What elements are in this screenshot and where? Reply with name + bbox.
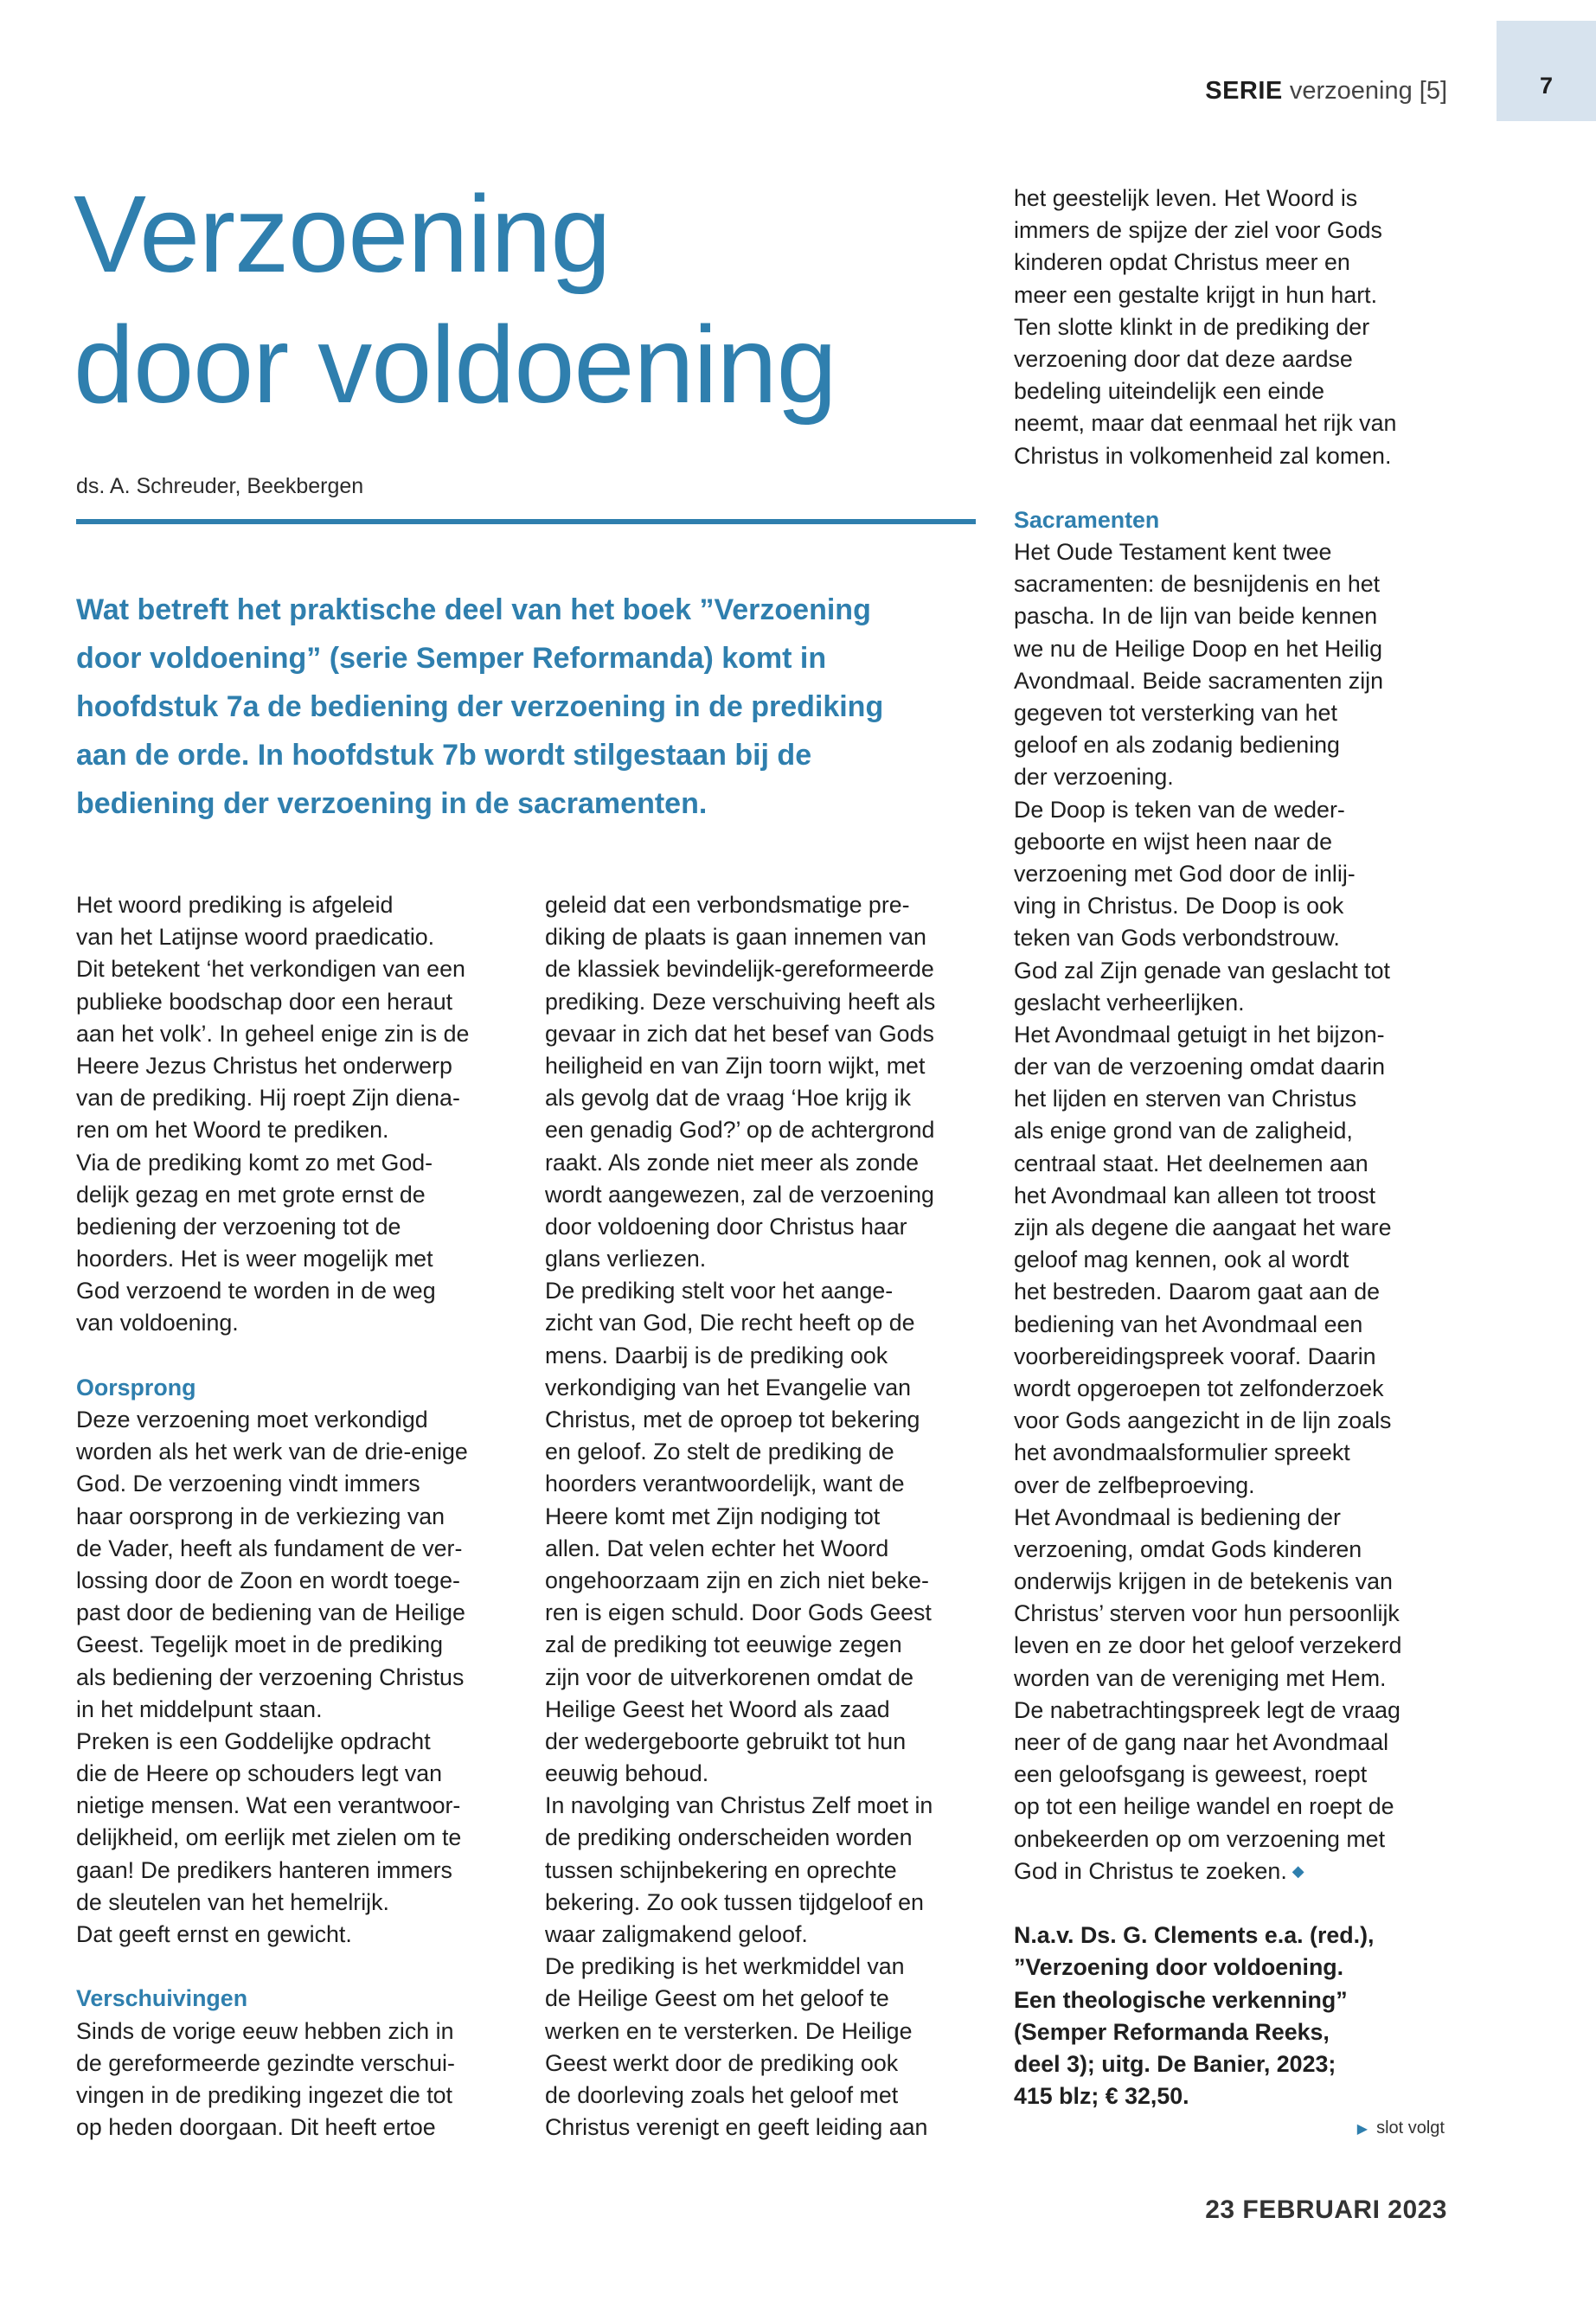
text-line: De prediking stelt voor het aange-	[545, 1278, 894, 1304]
text-line: Avondmaal. Beide sacramenten zijn	[1014, 667, 1384, 694]
text-line: haar oorsprong in de verkiezing van	[76, 1503, 445, 1529]
text-line: van de prediking. Hij roept Zijn diena-	[76, 1085, 460, 1112]
text-line: gegeven tot versterking van het	[1014, 700, 1337, 726]
text-line: in het middelpunt staan.	[76, 1695, 323, 1722]
text-line: worden als het werk van de drie-enige	[76, 1439, 468, 1465]
text-line: hoorders. Het is weer mogelijk met	[76, 1246, 433, 1272]
page-number: 7	[1539, 73, 1554, 99]
text-line: de prediking onderscheiden worden	[545, 1824, 913, 1851]
series-topic: verzoening [5]	[1289, 77, 1447, 105]
paragraph	[545, 889, 977, 2144]
text-line: bediening van het Avondmaal een	[1014, 1311, 1363, 1337]
text-line: Heere komt met Zijn nodiging tot	[545, 1503, 881, 1529]
paragraph	[76, 2016, 526, 2144]
text-line: (Semper Reformanda Reeks,	[1014, 2018, 1330, 2045]
text-line: ving in Christus. De Doop is ook	[1014, 893, 1344, 920]
text-line: en geloof. Zo stelt de prediking de	[545, 1439, 894, 1465]
intro-lead	[76, 586, 976, 828]
series-header	[1205, 77, 1447, 106]
text-line: De nabetrachtingspreek legt de vraag	[1014, 1696, 1401, 1723]
text-line: zijn voor de uitverkorenen omdat de	[545, 1663, 914, 1690]
text-line: leven en ze door het geloof verzekerd	[1014, 1632, 1402, 1659]
end-of-article-icon: ◆	[1292, 1862, 1304, 1880]
text-line: als bediening der verzoening Christus	[76, 1663, 465, 1690]
text-line: ”Verzoening door voldoening.	[1014, 1954, 1344, 1981]
text-line: voor Gods aangezicht in de lijn zoals	[1014, 1407, 1392, 1434]
text-line: de doorleving zoals het geloof met	[545, 2081, 899, 2108]
text-line: gaan! De predikers hanteren immers	[76, 1856, 452, 1883]
paragraph	[76, 889, 526, 1340]
text-line: prediking. Deze verschuiving heeft als	[545, 988, 936, 1015]
text-line: De Doop is teken van de weder-	[1014, 796, 1345, 823]
text-line: verzoening, omdat Gods kinderen	[1014, 1535, 1362, 1562]
title-divider	[76, 519, 976, 524]
text-line: ren is eigen schuld. Door Gods Geest	[545, 1599, 932, 1626]
text-line: zicht van God, Die recht heeft op de	[545, 1310, 915, 1336]
title-line: Verzoening	[74, 173, 611, 295]
text-line: Dit betekent ‘het verkondigen van een	[76, 956, 465, 983]
text-line: De prediking is het werkmiddel van	[545, 1953, 905, 1980]
text-line: verkondiging van het Evangelie van	[545, 1374, 912, 1400]
text-column-2	[545, 889, 977, 2144]
paragraph	[1014, 183, 1446, 472]
text-line: 415 blz; € 32,50.	[1014, 2083, 1189, 2110]
text-line: zal de prediking tot eeuwige zegen	[545, 1631, 902, 1658]
text-line: Christus, met de oproep tot bekering	[545, 1407, 920, 1433]
text-line: bekering. Zo ook tussen tijdgeloof en	[545, 1888, 924, 1915]
text-line: het bestreden. Daarom gaat aan de	[1014, 1279, 1381, 1305]
text-line: glans verliezen.	[545, 1246, 707, 1272]
text-line: op tot een heilige wandel en roept de	[1014, 1793, 1394, 1820]
text-line: der verzoening.	[1014, 764, 1174, 791]
text-line: onderwijs krijgen in de betekenis van	[1014, 1568, 1393, 1595]
text-line: door voldoening door Christus haar	[545, 1213, 907, 1240]
text-column-1	[76, 889, 526, 2144]
text-line: Wat betreft het praktische deel van het boek ”Verzoening	[76, 593, 871, 626]
text-line: bediening der verzoening tot de	[76, 1213, 401, 1240]
title-line: door voldoening	[74, 304, 836, 426]
text-line: delijk gezag en met grote ernst de	[76, 1181, 426, 1208]
text-line: Heilige Geest het Woord als zaad	[545, 1695, 890, 1722]
text-line: Een theologische verkenning”	[1014, 1986, 1348, 2013]
text-line: der wedergeboorte gebruikt tot hun	[545, 1727, 907, 1754]
text-line: delijkheid, om eerlijk met zielen om te	[76, 1824, 462, 1851]
text-line: door voldoening” (serie Semper Reformanda) komt in	[76, 642, 827, 675]
text-line: onbekeerden op om verzoening met	[1014, 1825, 1386, 1852]
text-line: N.a.v. Ds. G. Clements e.a. (red.),	[1014, 1922, 1375, 1949]
section-heading-sacramenten: Sacramenten	[1014, 506, 1160, 533]
text-line: werken en te versterken. De Heilige	[545, 2017, 913, 2044]
text-line: die de Heere op schouders legt van	[76, 1760, 443, 1787]
text-line: publieke boodschap door een heraut	[76, 988, 453, 1015]
page-number-tab	[1497, 21, 1596, 121]
continued-label: slot volgt	[1376, 2118, 1445, 2138]
continued-note	[1357, 2118, 1445, 2138]
text-line: meer een gestalte krijgt in hun hart.	[1014, 281, 1378, 308]
text-line: ongehoorzaam zijn en zich niet beke-	[545, 1567, 929, 1593]
text-line: past door de bediening van de Heilige	[76, 1599, 465, 1626]
text-line: zijn als degene die aangaat het ware	[1014, 1215, 1392, 1240]
text-line: allen. Dat velen echter het Woord	[545, 1535, 889, 1561]
text-line: hoofdstuk 7a de bediening der verzoening in de prediking	[76, 690, 884, 723]
text-line: het lijden en sterven van Christus	[1014, 1086, 1357, 1112]
text-line: de klassiek bevindelijk-gereformeerde	[545, 956, 934, 983]
text-line: God. De verzoening vindt immers	[76, 1471, 420, 1497]
text-line: geloof en als zodanig bediening	[1014, 732, 1340, 759]
text-line: neemt, maar dat eenmaal het rijk van	[1014, 410, 1397, 437]
text-line: geslacht verheerlijken.	[1014, 989, 1245, 1016]
text-line: kinderen opdat Christus meer en	[1014, 249, 1350, 276]
section-heading-verschuivingen: Verschuivingen	[76, 1985, 248, 2012]
text-line: immers de spijze der ziel voor Gods	[1014, 217, 1382, 244]
text-line: het avondmaalsformulier spreekt	[1014, 1439, 1350, 1466]
play-triangle-icon: ▶	[1356, 2122, 1368, 2137]
text-line: wordt aangewezen, zal de verzoening	[545, 1181, 934, 1208]
paragraph	[1014, 536, 1446, 1856]
text-line: Dat geeft ernst en gewicht.	[76, 1921, 352, 1947]
section-heading-oorsprong: Oorsprong	[76, 1374, 196, 1400]
author-byline: ds. A. Schreuder, Beekbergen	[76, 474, 364, 498]
issue-date: 23 FEBRUARI 2023	[1205, 2195, 1447, 2224]
text-line: geleid dat een verbondsmatige pre-	[545, 892, 910, 918]
text-line: van het Latijnse woord praedicatio.	[76, 924, 435, 951]
text-line: bediening der verzoening in de sacramenten.	[76, 787, 708, 820]
text-line: als gevolg dat de vraag ‘Hoe krijg ik	[545, 1085, 912, 1112]
text-line: hoorders verantwoordelijk, want de	[545, 1471, 905, 1497]
text-line: geloof mag kennen, ook al wordt	[1014, 1247, 1349, 1273]
text-line: nietige mensen. Wat een verantwoor-	[76, 1792, 461, 1819]
text-line: van voldoening.	[76, 1310, 239, 1336]
text-line: worden van de vereniging met Hem.	[1014, 1664, 1387, 1691]
text-line: het Avondmaal kan alleen tot troost	[1014, 1182, 1376, 1208]
text-line: voorbereidingspreek vooraf. Daarin	[1014, 1343, 1376, 1369]
text-line: mens. Daarbij is de prediking ook	[545, 1342, 888, 1368]
text-line: lossing door de Zoon en wordt toege-	[76, 1567, 460, 1593]
article-title	[74, 169, 982, 430]
text-line: tussen schijnbekering en oprechte	[545, 1856, 897, 1883]
text-line: diking de plaats is gaan innemen van	[545, 924, 926, 951]
text-line: aan de orde. In hoofdstuk 7b wordt stilgestaan bij de	[76, 739, 812, 772]
text-line: Christus’ sterven voor hun persoonlijk	[1014, 1600, 1400, 1627]
text-line: we nu de Heilige Doop en het Heilig	[1014, 635, 1383, 662]
text-line: God zal Zijn genade van geslacht tot	[1014, 957, 1390, 984]
text-line: centraal staat. Het deelnemen aan	[1014, 1150, 1368, 1176]
closing-line: God in Christus te zoeken.	[1014, 1857, 1287, 1884]
text-line: Het woord prediking is afgeleid	[76, 892, 394, 918]
text-line: het geestelijk leven. Het Woord is	[1014, 185, 1358, 211]
text-line: verzoening door dat deze aardse	[1014, 345, 1353, 372]
text-line	[1014, 1856, 1446, 1888]
text-line: bedeling uiteindelijk een einde	[1014, 378, 1325, 405]
text-line: waar zaligmakend geloof.	[545, 1921, 808, 1947]
text-line: Heere Jezus Christus het onderwerp	[76, 1052, 452, 1079]
book-reference	[1014, 1920, 1446, 2112]
text-line: In navolging van Christus Zelf moet in	[545, 1792, 933, 1819]
text-line: Het Avondmaal is bediening der	[1014, 1503, 1341, 1530]
text-line: eeuwig behoud.	[545, 1760, 709, 1787]
text-line: Sinds de vorige eeuw hebben zich in	[76, 2017, 454, 2044]
text-line: Ten slotte klinkt in de prediking der	[1014, 313, 1370, 340]
text-line: Deze verzoening moet verkondigd	[76, 1407, 428, 1433]
text-line: de Heilige Geest om het geloof te	[545, 1985, 889, 2012]
text-column-3	[1014, 183, 1446, 2112]
text-line: neer of de gang naar het Avondmaal	[1014, 1729, 1389, 1755]
text-line: over de zelfbeproeving.	[1014, 1471, 1255, 1498]
text-line: Het Avondmaal getuigt in het bijzon-	[1014, 1021, 1385, 1048]
text-line: sacramenten: de besnijdenis en het	[1014, 571, 1381, 598]
text-line: Preken is een Goddelijke opdracht	[76, 1727, 431, 1754]
text-line: Via de prediking komt zo met God-	[76, 1149, 433, 1176]
paragraph	[76, 1404, 526, 1951]
text-line: heiligheid en van Zijn toorn wijkt, met	[545, 1052, 926, 1079]
text-line: Christus in volkomenheid zal komen.	[1014, 442, 1392, 469]
text-line: raakt. Als zonde niet meer als zonde	[545, 1149, 919, 1176]
text-line: vingen in de prediking ingezet die tot	[76, 2081, 453, 2108]
text-line: deel 3); uitg. De Banier, 2023;	[1014, 2050, 1336, 2077]
text-line: Christus verenigt en geeft leiding aan	[545, 2114, 928, 2141]
text-line: op heden doorgaan. Dit heeft ertoe	[76, 2114, 436, 2141]
text-line: Het Oude Testament kent twee	[1014, 539, 1332, 566]
text-line: gevaar in zich dat het besef van Gods	[545, 1020, 934, 1047]
text-line: Geest werkt door de prediking ook	[545, 2049, 899, 2076]
text-line: geboorte en wijst heen naar de	[1014, 828, 1332, 855]
text-line: Geest. Tegelijk moet in de prediking	[76, 1631, 444, 1658]
text-line: ren om het Woord te prediken.	[76, 1117, 389, 1144]
text-line: God verzoend te worden in de weg	[76, 1278, 436, 1304]
text-line: de sleutelen van het hemelrijk.	[76, 1888, 389, 1915]
text-line: een genadig God?’ op de achtergrond	[545, 1117, 935, 1144]
text-line: teken van Gods verbondstrouw.	[1014, 925, 1340, 952]
text-line: de gereformeerde gezindte verschui-	[76, 2049, 455, 2076]
text-line: wordt opgeroepen tot zelfonderzoek	[1014, 1375, 1384, 1401]
text-line: pascha. In de lijn van beide kennen	[1014, 603, 1378, 630]
text-line: verzoening met God door de inlij-	[1014, 860, 1356, 887]
text-line: de Vader, heeft als fundament de ver-	[76, 1535, 463, 1561]
text-line: aan het volk’. In geheel enige zin is de	[76, 1020, 470, 1047]
text-line: der van de verzoening omdat daarin	[1014, 1054, 1386, 1080]
text-line: als enige grond van de zaligheid,	[1014, 1118, 1353, 1144]
series-label: SERIE	[1205, 77, 1283, 105]
text-line: een geloofsgang is geweest, roept	[1014, 1761, 1368, 1788]
